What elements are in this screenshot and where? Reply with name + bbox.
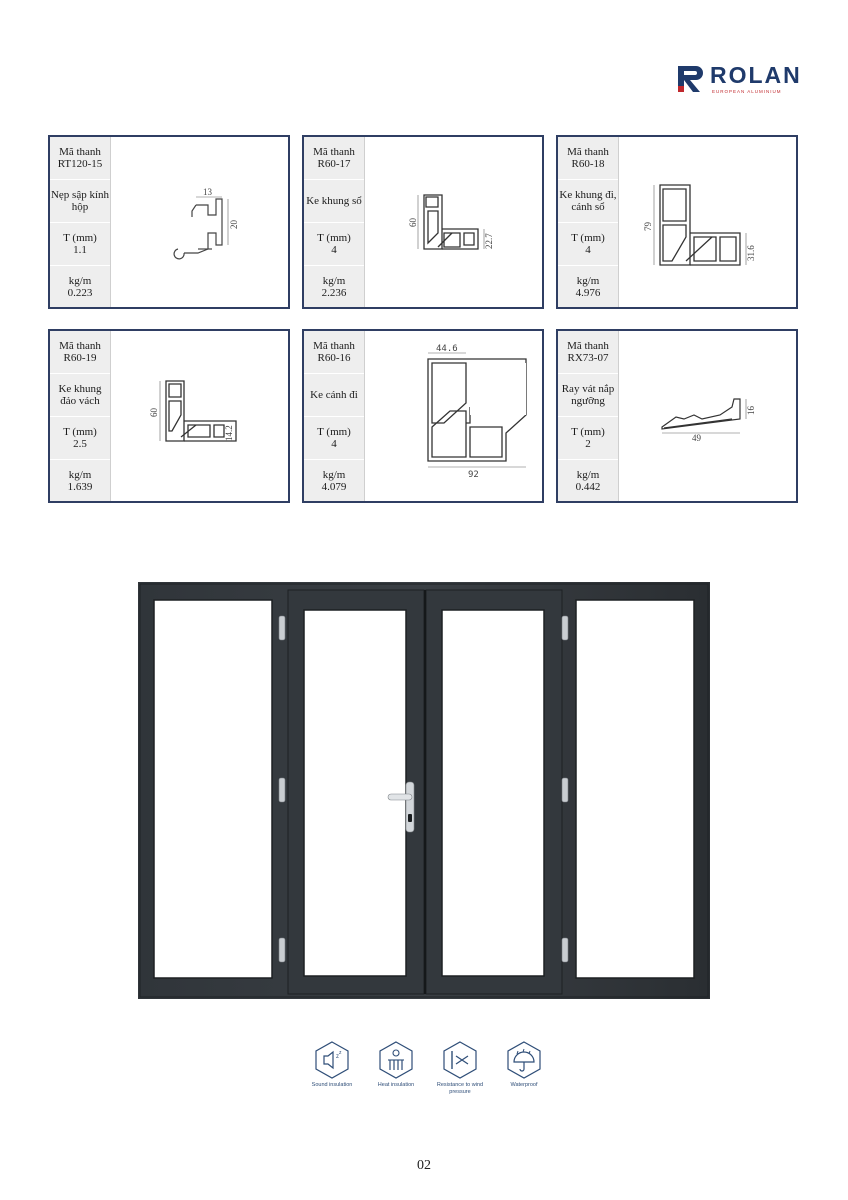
code-value: RX73-07 [567, 352, 609, 364]
thickness-label: T (mm) [63, 426, 97, 438]
weight-label: kg/m [322, 468, 346, 481]
weight-cell [50, 460, 110, 501]
weight-value: 2.236 [321, 286, 347, 299]
door-illustration [138, 582, 710, 999]
profile-drawing [112, 137, 288, 307]
thickness-label: T (mm) [317, 232, 351, 244]
code-value: R60-18 [571, 158, 605, 170]
profile-name: Ke khung đảo vách [58, 383, 102, 407]
brand-logo [676, 62, 804, 98]
profile-drawing [112, 331, 288, 501]
thickness-value: 4 [585, 244, 591, 256]
thickness-cell [558, 223, 618, 266]
code-label: Mã thanh [567, 340, 609, 352]
thickness-value: 2 [585, 438, 591, 450]
weight-value: 1.639 [67, 480, 93, 493]
svg-text:z: z [339, 1050, 342, 1056]
thickness-value: 4 [331, 244, 337, 256]
thickness-cell [50, 223, 110, 266]
code-cell [50, 137, 110, 180]
weight-label: kg/m [322, 274, 346, 287]
code-cell [50, 331, 110, 374]
name-cell [50, 374, 110, 417]
dimension-leg: 31.6 [746, 245, 756, 261]
brand-name: ROLAN [710, 62, 802, 88]
dimension-height: 16 [746, 406, 756, 415]
code-label: Mã thanh [313, 340, 355, 352]
dimension-height: 79 [643, 222, 653, 231]
profile-card-r60-17 [302, 135, 544, 309]
profile-drawing [620, 331, 796, 501]
weight-label: kg/m [576, 468, 600, 481]
page-number: 02 [417, 1158, 431, 1173]
code-cell [304, 137, 364, 180]
weight-value: 0.223 [67, 286, 93, 299]
feature-label: Sound insulation [311, 1082, 353, 1088]
thickness-value: 1.1 [73, 244, 87, 256]
thickness-cell [50, 417, 110, 460]
feature-icons [300, 1040, 560, 1110]
dimension-height: 60 [149, 408, 159, 417]
weight-cell [304, 460, 364, 501]
code-cell [558, 331, 618, 374]
code-cell [558, 137, 618, 180]
dimension-leg: 22.7 [484, 233, 494, 249]
code-label: Mã thanh [567, 146, 609, 158]
weight-value: 0.442 [575, 480, 601, 493]
thickness-cell [304, 417, 364, 460]
feature-label: Heat insulation [377, 1082, 415, 1088]
dimension-top: 44.6 [436, 344, 458, 354]
weight-cell [304, 266, 364, 307]
feature-sound-insulation [300, 1040, 364, 1089]
name-cell [558, 374, 618, 417]
sound-insulation-icon [312, 1040, 352, 1080]
weight-value: 4.079 [321, 480, 347, 493]
code-label: Mã thanh [59, 146, 101, 158]
thickness-label: T (mm) [317, 426, 351, 438]
card-label-column [50, 331, 111, 501]
dimension-width: 49 [692, 433, 701, 443]
feature-wind-pressure [428, 1040, 492, 1096]
code-value: RT120-15 [57, 158, 103, 170]
dimension-bottom: 92 [468, 470, 479, 480]
name-cell [558, 180, 618, 223]
profile-name: Ke khung đi, cánh sổ [559, 189, 617, 213]
weight-cell [558, 460, 618, 501]
card-label-column [304, 331, 365, 501]
weight-cell [50, 266, 110, 307]
weight-label: kg/m [68, 274, 92, 287]
dimension-leg: 14.2 [224, 425, 234, 441]
thickness-value: 2.5 [73, 438, 87, 450]
weight-value: 4.976 [575, 286, 601, 299]
name-cell [50, 180, 110, 223]
dimension-height: 60 [408, 218, 418, 227]
code-cell [304, 331, 364, 374]
feature-waterproof [492, 1040, 556, 1089]
wind-pressure-icon [440, 1040, 480, 1080]
thickness-label: T (mm) [63, 232, 97, 244]
weight-label: kg/m [576, 274, 600, 287]
profile-name: Ke khung sổ [306, 195, 362, 207]
profile-name: Nẹp sập kính hộp [50, 189, 110, 213]
weight-cell [558, 266, 618, 307]
code-value: R60-17 [317, 158, 351, 170]
profile-drawing [620, 137, 796, 307]
card-label-column [304, 137, 365, 307]
card-label-column [50, 137, 111, 307]
thickness-label: T (mm) [571, 232, 605, 244]
profile-card-rt120-15 [48, 135, 290, 309]
heat-insulation-icon [376, 1040, 416, 1080]
feature-label: Resistance to wind pressure [436, 1082, 484, 1095]
profile-name: Ray vát nắp ngưỡng [561, 383, 615, 407]
thickness-cell [558, 417, 618, 460]
name-cell [304, 180, 364, 223]
profile-card-r60-16 [302, 329, 544, 503]
svg-text:z: z [336, 1054, 339, 1060]
card-label-column [558, 137, 619, 307]
thickness-value: 4 [331, 438, 337, 450]
name-cell [304, 374, 364, 417]
profile-card-rx73-07 [556, 329, 798, 503]
thickness-cell [304, 223, 364, 266]
code-value: R60-16 [317, 352, 351, 364]
profile-card-r60-18 [556, 135, 798, 309]
rolan-logo-icon [676, 64, 706, 94]
code-label: Mã thanh [59, 340, 101, 352]
feature-heat-insulation [364, 1040, 428, 1089]
dimension-height: 20 [229, 220, 239, 229]
weight-label: kg/m [68, 468, 92, 481]
profile-card-r60-19 [48, 329, 290, 503]
thickness-label: T (mm) [571, 426, 605, 438]
waterproof-icon [504, 1040, 544, 1080]
profile-drawing [366, 137, 542, 307]
card-label-column [558, 331, 619, 501]
dimension-width: 13 [203, 187, 212, 197]
brand-tagline: EUROPEAN ALUMINIUM [712, 89, 782, 94]
feature-label: Waterproof [510, 1082, 538, 1088]
code-label: Mã thanh [313, 146, 355, 158]
code-value: R60-19 [63, 352, 97, 364]
profile-drawing [366, 331, 542, 501]
profile-name: Ke cánh đi [310, 389, 358, 401]
